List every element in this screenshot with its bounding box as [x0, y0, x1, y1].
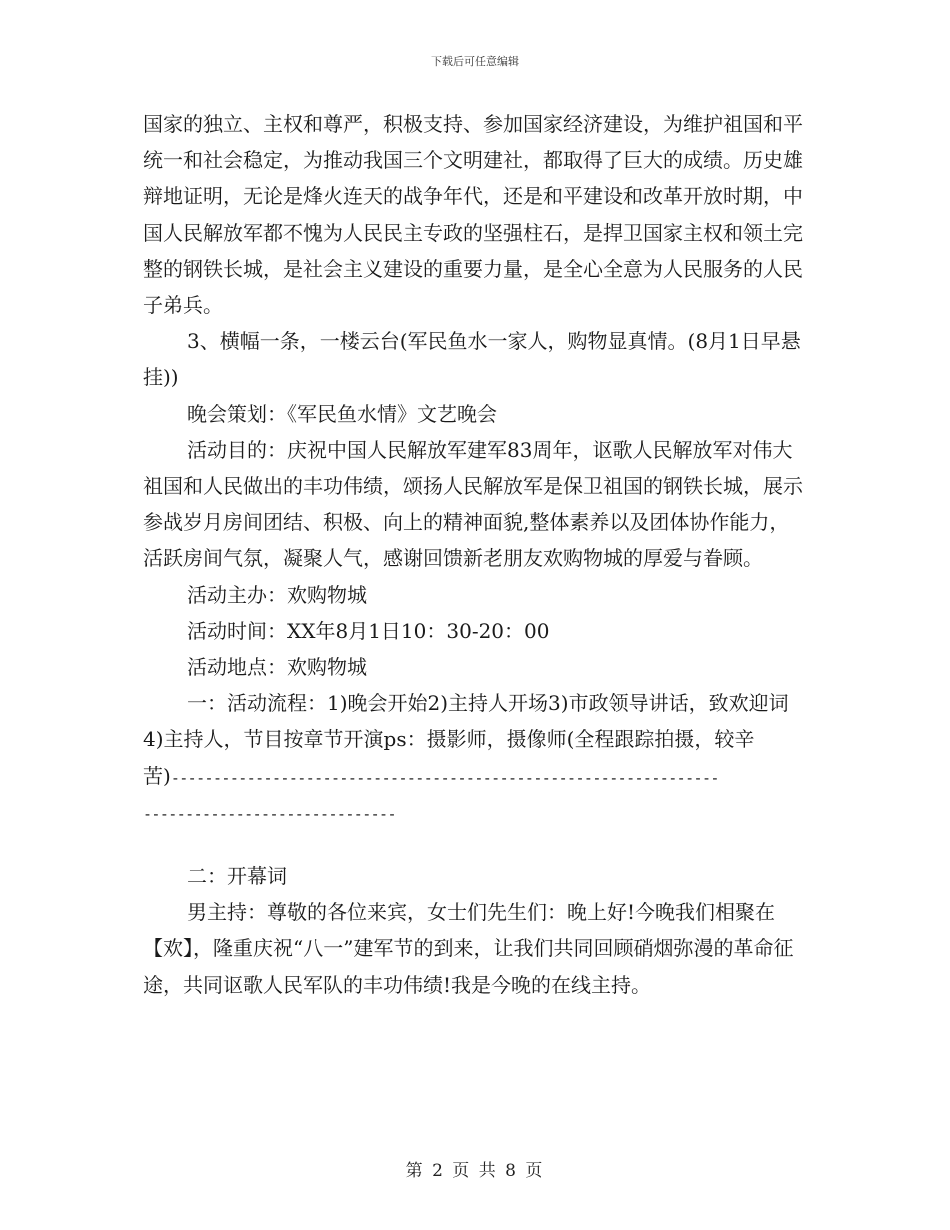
page-header-note: 下载后可任意编辑 [431, 55, 519, 68]
paragraph-process-end [143, 758, 808, 796]
page-number-footer: 第 2 页 共 8 页 [405, 1161, 545, 1181]
document-body [143, 106, 808, 1003]
paragraph-opening-title: 二：开幕词 [187, 864, 287, 889]
separator-dashes-2: ------------------------------ [143, 804, 396, 823]
separator-dashes-1: ----------------------------------------------------------------- [170, 768, 719, 787]
paragraph-evening-plan: 晚会策划：《军民鱼水情》文艺晚会 [187, 401, 497, 426]
paragraph-history: 国家的独立、主权和尊严，积极支持、参加国家经济建设，为维护祖国和平统一和社会稳定，为推动我国三个文明建社，都取得了巨大的成绩。历史雄辩地证明，无论是烽火连天的战争年代，还是和平建设和改革开放时期，中国人民解放军都不愧为人民民主专政的坚强柱石，是捍卫国家主权和领土完整的钢铁长城，是社会主义建设的重要力量，是全心全意为人民服务的人民子弟兵。 [143, 112, 803, 318]
paragraph-male-host: 男主持：尊敬的各位来宾，女士们先生们：晚上好!今晚我们相聚在【欢】，隆重庆祝“八一”建军节的到来，让我们共同回顾硝烟弥漫的革命征途，共同讴歌人民军队的丰功伟绩!我是今晚的在线主持。 [143, 900, 794, 997]
paragraph-time: 活动时间：XX年8月1日10：30-20：00 [187, 618, 550, 643]
process-end-text: 苦) [143, 763, 171, 788]
paragraph-banner: 3、横幅一条，一楼云台(军民鱼水一家人，购物显真情。(8月1日早悬挂)) [143, 329, 801, 390]
paragraph-organizer: 活动主办：欢购物城 [187, 582, 367, 607]
paragraph-location: 活动地点：欢购物城 [187, 655, 367, 680]
spacer [143, 832, 808, 858]
paragraph-process: 一：活动流程：1)晚会开始2)主持人开场3)市政领导讲话，致欢迎词4)主持人，节目按章节开演ps：摄影师，摄像师(全程跟踪拍摄，较辛 [143, 691, 789, 752]
paragraph-activity-purpose: 活动目的：庆祝中国人民解放军建军83周年，讴歌人民解放军对伟大祖国和人民做出的丰功伟绩，颂扬人民解放军是保卫祖国的钢铁长城，展示参战岁月房间团结、积极、向上的精神面貌,整体素养以及团体协作能力，活跃房间气氛，凝聚人气，感谢回馈新老朋友欢购物城的厚爱与眷顾。 [143, 437, 803, 571]
